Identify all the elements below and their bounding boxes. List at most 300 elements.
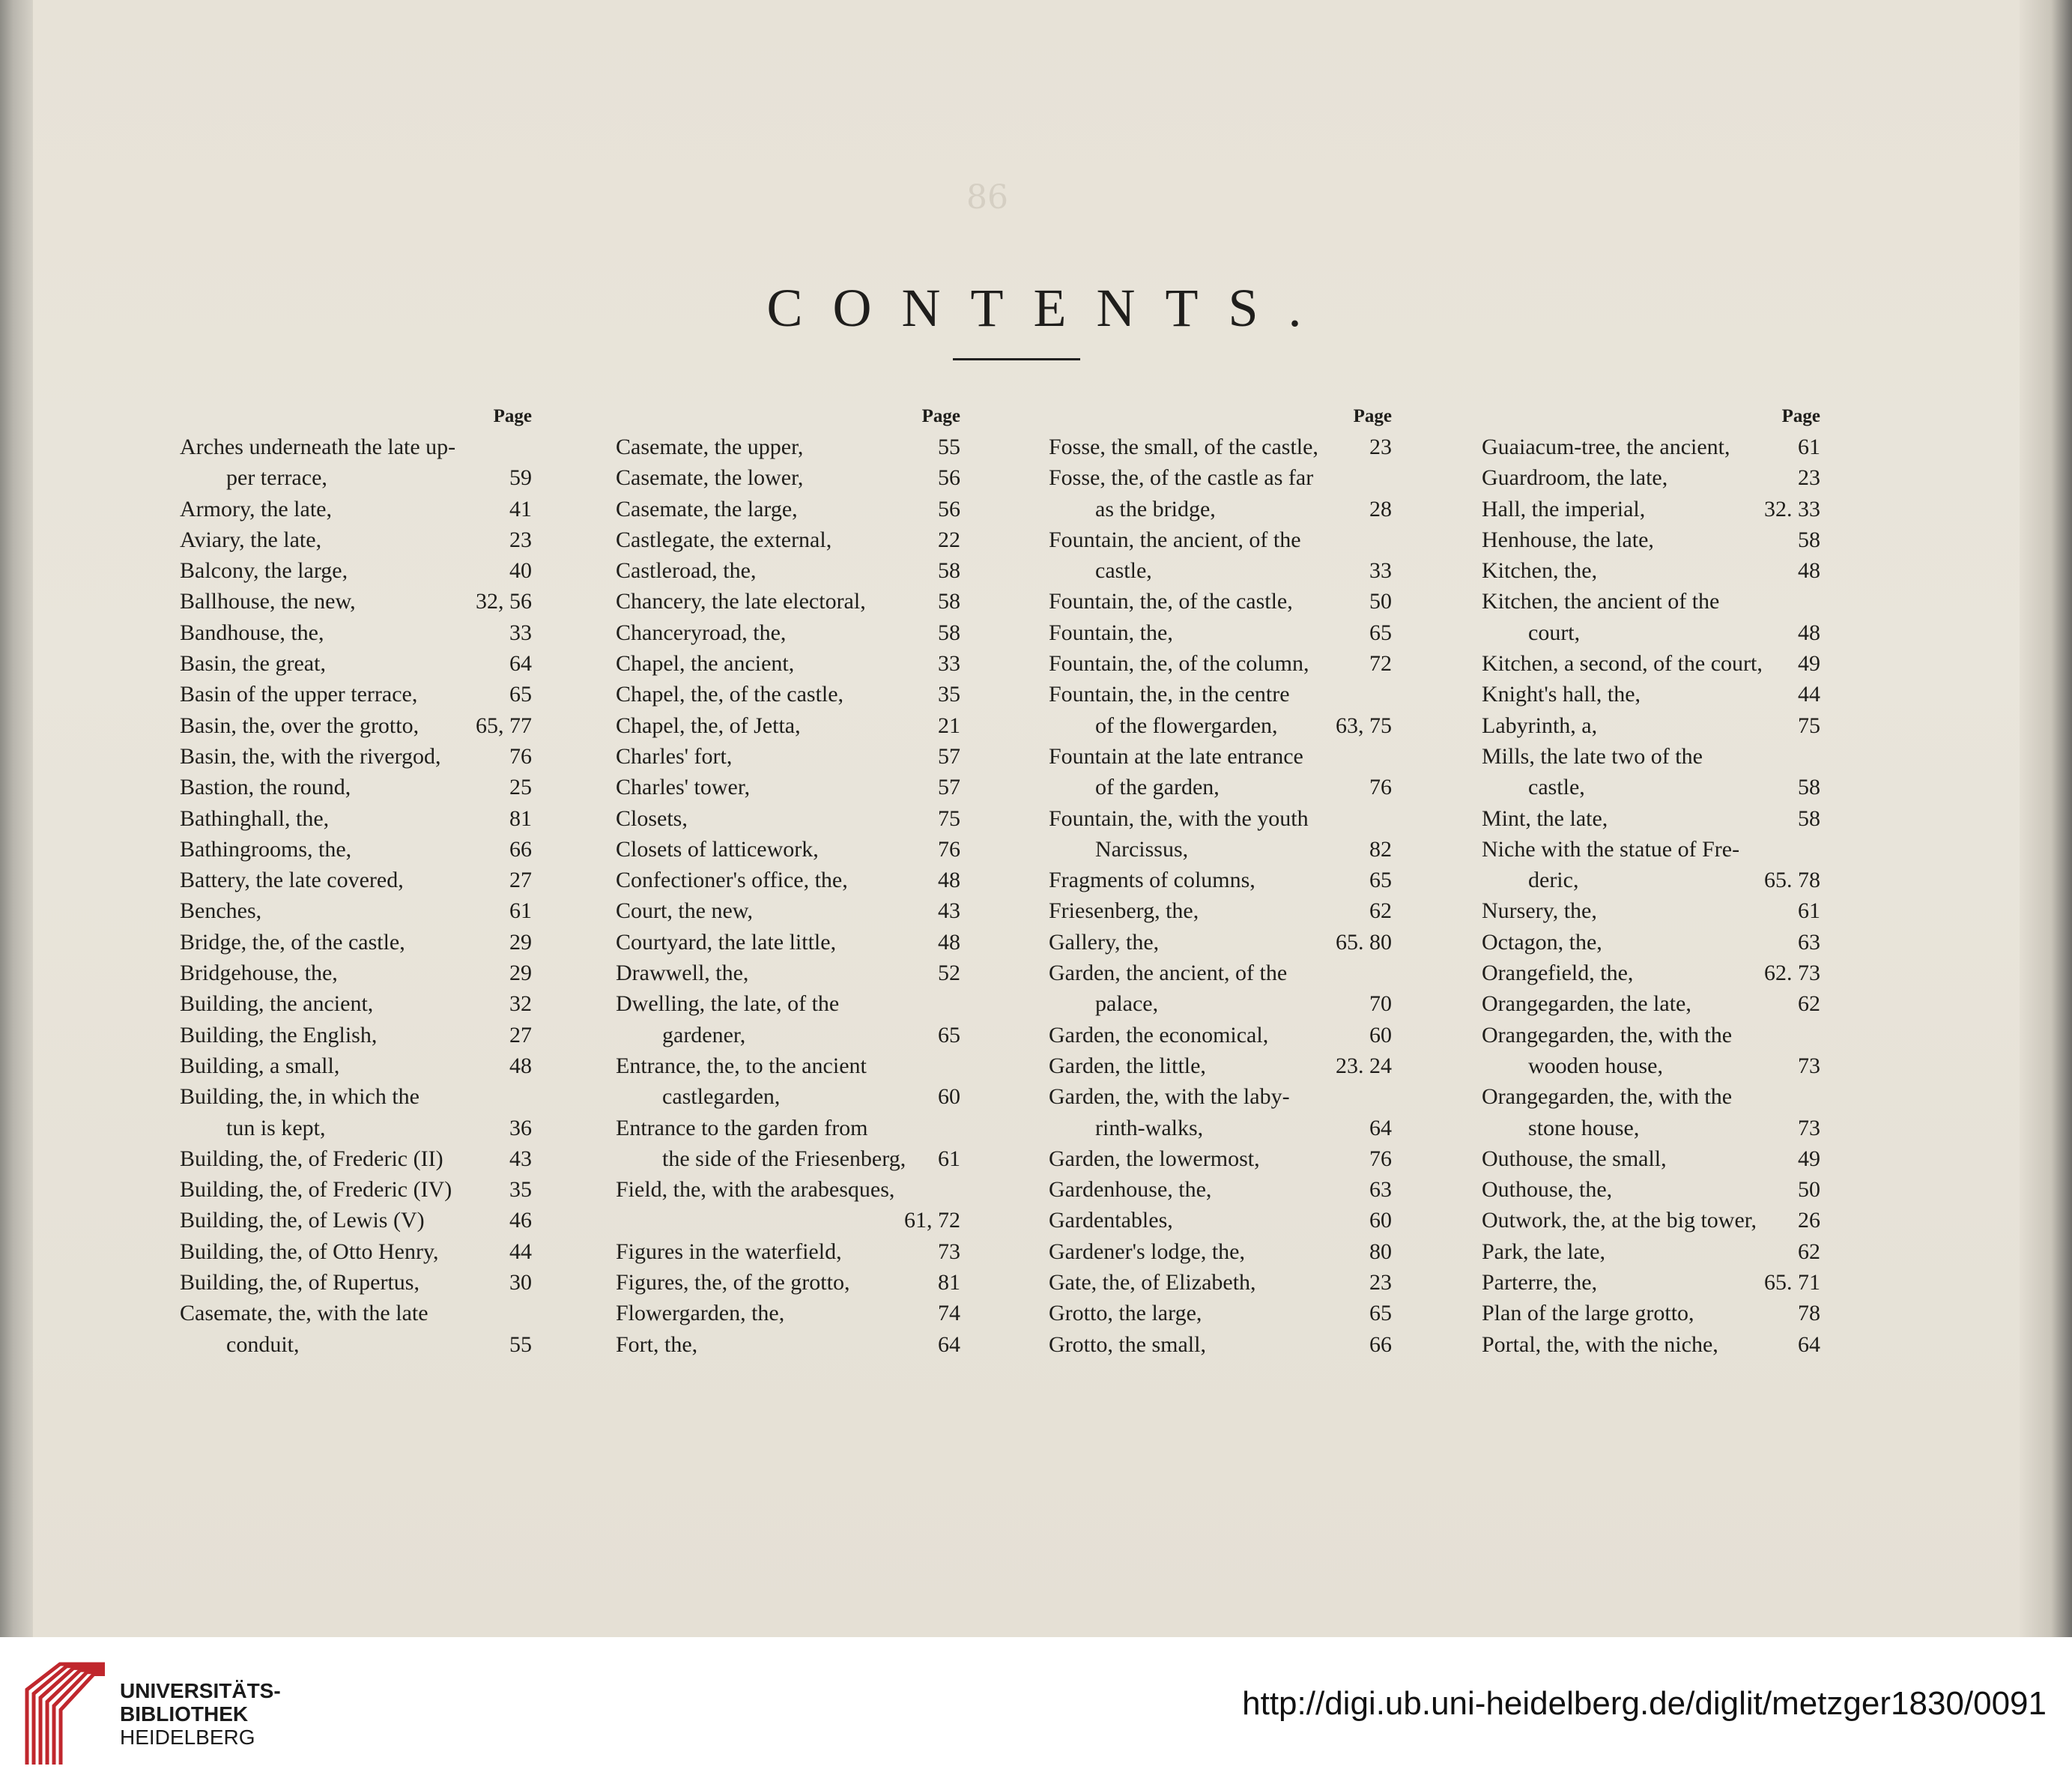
- index-entry: [180, 834, 532, 865]
- index-entry: [616, 927, 960, 958]
- entry-text: conduit,: [226, 1331, 300, 1357]
- index-entry: [616, 1298, 960, 1328]
- entry-text: Kitchen, a second, of the court,: [1482, 651, 1763, 677]
- index-entry: [180, 1020, 532, 1050]
- entry-page-number: 65, 77: [476, 713, 532, 738]
- entry-text: Building, the, of Lewis (V): [180, 1208, 425, 1233]
- logo-stroke: [40, 1668, 105, 1765]
- index-entry: [1482, 648, 1820, 679]
- index-entry: [180, 555, 532, 586]
- index-entry: [1049, 432, 1392, 462]
- index-entry: [1482, 988, 1820, 1019]
- entry-page-number: 48: [1798, 620, 1820, 645]
- entry-page-number: 64: [1798, 1331, 1820, 1357]
- index-column-4: [1482, 402, 1820, 1360]
- index-entry: [1482, 1329, 1820, 1360]
- index-entry: [1049, 834, 1392, 865]
- index-entry: [180, 432, 532, 462]
- index-entry: [180, 895, 532, 926]
- entry-text: Chapel, the, of the castle,: [616, 682, 844, 707]
- entry-text: Bastion, the round,: [180, 775, 351, 800]
- index-entry: [616, 958, 960, 988]
- index-column-3: [1049, 402, 1392, 1360]
- entry-page-number: 62: [1798, 1239, 1820, 1264]
- entry-page-number: 58: [1798, 775, 1820, 800]
- entry-page-number: 63, 75: [1336, 713, 1392, 738]
- entry-text: Labyrinth, a,: [1482, 713, 1598, 738]
- index-entry: [1049, 679, 1392, 710]
- entry-text: Garden, the economical,: [1049, 1022, 1269, 1047]
- entry-text: Mills, the late two of the: [1482, 743, 1703, 769]
- index-entry: [180, 648, 532, 679]
- index-entry: [1049, 895, 1392, 926]
- entry-page-number: 57: [938, 743, 960, 769]
- entry-page-number: 64: [509, 651, 532, 677]
- entry-page-number: 56: [938, 496, 960, 521]
- entry-text: Battery, the late covered,: [180, 868, 404, 893]
- page-edge-shadow: [2020, 0, 2072, 1637]
- entry-text: Dwelling, the late, of the: [616, 991, 840, 1017]
- entry-text: Basin, the, with the rivergod,: [180, 743, 441, 769]
- entry-text: of the garden,: [1095, 775, 1220, 800]
- entry-text: Confectioner's office, the,: [616, 868, 848, 893]
- index-entry: [616, 1267, 960, 1298]
- entry-text: Fragments of columns,: [1049, 868, 1255, 893]
- entry-text: Casemate, the, with the late: [180, 1301, 428, 1326]
- entry-text: Bandhouse, the,: [180, 620, 324, 645]
- entry-page-number: 73: [1798, 1115, 1820, 1140]
- entry-text: stone house,: [1528, 1115, 1640, 1140]
- entry-text: Casemate, the large,: [616, 496, 798, 521]
- page-column-heading: Page: [921, 406, 960, 426]
- entry-page-number: 46: [509, 1208, 532, 1233]
- library-footer: [0, 1637, 2072, 1790]
- entry-page-number: 23: [1369, 1270, 1392, 1295]
- entry-text: Building, the, of Rupertus,: [180, 1270, 419, 1295]
- index-entry: [1482, 1113, 1820, 1143]
- index-entry: [1482, 1298, 1820, 1328]
- entry-text: Mint, the late,: [1482, 805, 1608, 831]
- index-entry: [1049, 494, 1392, 524]
- library-name: [120, 1679, 281, 1749]
- entry-text: Basin, the, over the grotto,: [180, 713, 419, 738]
- index-entry: [180, 524, 532, 555]
- entry-page-number: 36: [509, 1115, 532, 1140]
- index-entry: [1049, 927, 1392, 958]
- entry-page-number: 33: [938, 651, 960, 677]
- index-entry: [616, 1329, 960, 1360]
- entry-text: Field, the, with the arabesques,: [616, 1177, 895, 1203]
- entry-text: Orangegarden, the late,: [1482, 991, 1691, 1017]
- entry-page-number: 61: [1798, 435, 1820, 459]
- entry-text: Chapel, the, of Jetta,: [616, 713, 801, 738]
- index-entry: [616, 1113, 960, 1143]
- entry-page-number: 65: [1369, 1301, 1392, 1326]
- entry-text: Drawwell, the,: [616, 961, 749, 986]
- entry-text: the side of the Friesenberg,: [662, 1146, 906, 1171]
- entry-text: Figures in the waterfield,: [616, 1239, 842, 1264]
- entry-page-number: 81: [938, 1270, 960, 1295]
- index-column-1: [180, 402, 532, 1360]
- entry-text: Benches,: [180, 898, 262, 924]
- entry-text: Niche with the statue of Fre-: [1482, 836, 1740, 862]
- entry-page-number: 58: [938, 620, 960, 645]
- index-entry: [180, 927, 532, 958]
- entry-page-number: 33: [1369, 558, 1392, 584]
- entry-page-number: 65. 80: [1336, 929, 1392, 955]
- index-entry: [1482, 895, 1820, 926]
- entry-page-number: 60: [1369, 1208, 1392, 1233]
- entry-text: of the flowergarden,: [1095, 713, 1278, 738]
- index-entry: [1049, 1050, 1392, 1081]
- entry-page-number: 58: [1798, 527, 1820, 552]
- entry-page-number: 27: [509, 1022, 532, 1047]
- entry-page-number: 40: [509, 558, 532, 584]
- title-rule: [953, 358, 1080, 360]
- entry-text: Fountain at the late entrance: [1049, 743, 1303, 769]
- book-gutter-shadow: [0, 0, 33, 1637]
- index-entry: [180, 462, 532, 493]
- page-column-heading: Page: [1353, 406, 1392, 426]
- entry-page-number: 55: [509, 1331, 532, 1357]
- entry-text: Kitchen, the ancient of the: [1482, 589, 1720, 614]
- entry-text: Garden, the, with the laby-: [1049, 1084, 1290, 1110]
- page-title: CONTENTS.: [766, 278, 1332, 338]
- index-entry: [180, 1143, 532, 1174]
- entry-text: castle,: [1095, 558, 1152, 584]
- entry-text: Fountain, the,: [1049, 620, 1173, 645]
- index-entry: [1482, 710, 1820, 741]
- entry-text: court,: [1528, 620, 1581, 645]
- entry-text: Entrance to the garden from: [616, 1115, 868, 1140]
- entry-text: Closets of latticework,: [616, 836, 819, 862]
- entry-text: Gardenhouse, the,: [1049, 1177, 1212, 1203]
- entry-page-number: 62: [1798, 991, 1820, 1017]
- entry-text: Hall, the imperial,: [1482, 496, 1646, 521]
- entry-page-number: 58: [938, 589, 960, 614]
- index-entry: [1482, 865, 1820, 895]
- entry-page-number: 30: [509, 1270, 532, 1295]
- entry-text: Guardroom, the late,: [1482, 465, 1668, 491]
- entry-text: Plan of the large grotto,: [1482, 1301, 1694, 1326]
- entry-text: Basin, the great,: [180, 651, 326, 677]
- index-entry: [1482, 524, 1820, 555]
- entry-page-number: 72: [1369, 651, 1392, 677]
- entry-page-number: 32, 56: [476, 589, 532, 614]
- entry-page-number: 63: [1798, 929, 1820, 955]
- entry-text: Bridgehouse, the,: [180, 961, 338, 986]
- entry-text: castle,: [1528, 775, 1585, 800]
- index-entry: [616, 462, 960, 493]
- index-entry: [1482, 462, 1820, 493]
- index-entry: [1482, 494, 1820, 524]
- index-entry: [1482, 958, 1820, 988]
- entry-page-number: 70: [1369, 991, 1392, 1017]
- index-entry: [1049, 988, 1392, 1019]
- index-entry: [616, 865, 960, 895]
- library-name-line-3: HEIDELBERG: [120, 1726, 255, 1749]
- entry-page-number: 75: [938, 805, 960, 831]
- entry-page-number: 35: [938, 682, 960, 707]
- entry-text: Park, the late,: [1482, 1239, 1605, 1264]
- index-entry: [616, 1081, 960, 1112]
- entry-text: Closets,: [616, 805, 688, 831]
- index-entry: [180, 1050, 532, 1081]
- index-entry: [616, 741, 960, 772]
- entry-page-number: 32. 33: [1764, 496, 1820, 521]
- entry-page-number: 62. 73: [1764, 961, 1820, 986]
- index-entry: [1482, 927, 1820, 958]
- index-entry: [1049, 586, 1392, 617]
- entry-page-number: 61, 72: [904, 1208, 960, 1233]
- entry-text: Building, a small,: [180, 1053, 340, 1078]
- entry-text: Friesenberg, the,: [1049, 898, 1199, 924]
- entry-page-number: 33: [509, 620, 532, 645]
- entry-text: as the bridge,: [1095, 496, 1216, 521]
- index-entry: [180, 617, 532, 648]
- index-entry: [1049, 865, 1392, 895]
- entry-text: Charles' tower,: [616, 775, 751, 800]
- source-url-link[interactable]: http://digi.ub.uni-heidelberg.de/diglit/metzger1830/0091: [1242, 1685, 2047, 1722]
- entry-text: Casemate, the lower,: [616, 465, 804, 491]
- entry-page-number: 60: [938, 1084, 960, 1110]
- entry-page-number: 48: [938, 929, 960, 955]
- index-entry: [1482, 1174, 1820, 1205]
- entry-page-number: 22: [938, 527, 960, 552]
- index-entry: [1482, 679, 1820, 710]
- entry-text: Chancery, the late electoral,: [616, 589, 866, 614]
- index-entry: [1049, 1081, 1392, 1112]
- entry-page-number: 25: [509, 775, 532, 800]
- index-entry: [180, 865, 532, 895]
- index-entry: [616, 617, 960, 648]
- entry-page-number: 23: [509, 527, 532, 552]
- index-entry: [1482, 1205, 1820, 1236]
- entry-page-number: 81: [509, 805, 532, 831]
- entry-text: deric,: [1528, 868, 1579, 893]
- entry-text: Gardener's lodge, the,: [1049, 1239, 1245, 1264]
- entry-text: Fountain, the, with the youth: [1049, 805, 1309, 831]
- index-entry: [616, 710, 960, 741]
- entry-text: Gardentables,: [1049, 1208, 1173, 1233]
- entry-page-number: 61: [938, 1146, 960, 1171]
- entry-page-number: 29: [509, 929, 532, 955]
- library-name-line-2: BIBLIOTHEK: [120, 1702, 249, 1726]
- index-entry: [616, 679, 960, 710]
- entry-page-number: 62: [1369, 898, 1392, 924]
- entry-text: Figures, the, of the grotto,: [616, 1270, 850, 1295]
- entry-text: Fountain, the ancient, of the: [1049, 527, 1301, 552]
- entry-page-number: 64: [938, 1331, 960, 1357]
- entry-page-number: 65: [938, 1022, 960, 1047]
- entry-page-number: 26: [1798, 1208, 1820, 1233]
- entry-page-number: 76: [938, 836, 960, 862]
- entry-text: castlegarden,: [662, 1084, 781, 1110]
- index-entry: [180, 1174, 532, 1205]
- index-entry: [1049, 648, 1392, 679]
- index-entry: [1049, 462, 1392, 493]
- entry-text: Outwork, the, at the big tower,: [1482, 1208, 1757, 1233]
- entry-text: Aviary, the late,: [180, 527, 322, 552]
- index-entry: [1482, 1081, 1820, 1112]
- entry-text: gardener,: [662, 1022, 746, 1047]
- entry-text: Balcony, the large,: [180, 558, 348, 584]
- entry-page-number: 58: [938, 558, 960, 584]
- index-entry: [616, 432, 960, 462]
- entry-page-number: 78: [1798, 1301, 1820, 1326]
- entry-text: Castleroad, the,: [616, 558, 757, 584]
- index-entry: [180, 494, 532, 524]
- index-entry: [180, 803, 532, 834]
- index-entry: [1482, 1050, 1820, 1081]
- index-entry: [180, 958, 532, 988]
- entry-page-number: 52: [938, 961, 960, 986]
- entry-page-number: 27: [509, 868, 532, 893]
- library-logo-icon[interactable]: [22, 1660, 111, 1771]
- index-entry: [1482, 555, 1820, 586]
- entry-page-number: 48: [938, 868, 960, 893]
- index-entry: [1049, 1174, 1392, 1205]
- index-entry: [180, 1113, 532, 1143]
- index-entry: [1049, 1143, 1392, 1174]
- page-column-heading: Page: [1781, 406, 1820, 426]
- index-entry: [616, 772, 960, 802]
- entry-text: Bathingrooms, the,: [180, 836, 352, 862]
- entry-text: Entrance, the, to the ancient: [616, 1053, 867, 1078]
- entry-text: Outhouse, the small,: [1482, 1146, 1667, 1171]
- index-entry: [616, 834, 960, 865]
- entry-text: Parterre, the,: [1482, 1270, 1598, 1295]
- index-entry: [1482, 432, 1820, 462]
- entry-text: Outhouse, the,: [1482, 1177, 1613, 1203]
- index-entry: [616, 988, 960, 1019]
- index-entry: [1482, 741, 1820, 772]
- index-entry: [616, 1236, 960, 1267]
- entry-text: Orangefield, the,: [1482, 961, 1634, 986]
- entry-page-number: 41: [509, 496, 532, 521]
- index-entry: [180, 710, 532, 741]
- entry-page-number: 59: [509, 465, 532, 491]
- index-entry: [1049, 524, 1392, 555]
- entry-page-number: 21: [938, 713, 960, 738]
- index-entry: [180, 741, 532, 772]
- entry-page-number: 66: [1369, 1331, 1392, 1357]
- entry-page-number: 44: [1798, 682, 1820, 707]
- entry-text: Flowergarden, the,: [616, 1301, 785, 1326]
- index-entry: [180, 988, 532, 1019]
- entry-text: Knight's hall, the,: [1482, 682, 1641, 707]
- index-entry: [1049, 555, 1392, 586]
- entry-page-number: 65: [509, 682, 532, 707]
- entry-text: Building, the, of Frederic (II): [180, 1146, 443, 1171]
- entry-text: Building, the, of Frederic (IV): [180, 1177, 452, 1203]
- entry-page-number: 32: [509, 991, 532, 1017]
- entry-text: Octagon, the,: [1482, 929, 1602, 955]
- index-entry: [180, 1081, 532, 1112]
- entry-page-number: 66: [509, 836, 532, 862]
- entry-text: Guaiacum-tree, the ancient,: [1482, 435, 1730, 459]
- entry-page-number: 48: [1798, 558, 1820, 584]
- entry-text: Orangegarden, the, with the: [1482, 1022, 1733, 1047]
- index-entry: [616, 524, 960, 555]
- entry-text: Castlegate, the external,: [616, 527, 832, 552]
- index-entry: [1049, 1113, 1392, 1143]
- index-entry: [1049, 803, 1392, 834]
- entry-page-number: 61: [1798, 898, 1820, 924]
- entry-page-number: 50: [1369, 589, 1392, 614]
- index-entry: [180, 1236, 532, 1267]
- index-entry: [1049, 741, 1392, 772]
- entry-text: Basin of the upper terrace,: [180, 682, 418, 707]
- entry-text: Orangegarden, the, with the: [1482, 1084, 1733, 1110]
- ghost-page-number: 86: [966, 178, 1008, 217]
- entry-page-number: 76: [1369, 1146, 1392, 1171]
- entry-text: Building, the ancient,: [180, 991, 374, 1017]
- entry-text: Garden, the little,: [1049, 1053, 1206, 1078]
- entry-page-number: 35: [509, 1177, 532, 1203]
- index-entry: [1482, 1143, 1820, 1174]
- entry-text: Building, the, of Otto Henry,: [180, 1239, 439, 1264]
- entry-page-number: 48: [509, 1053, 532, 1078]
- index-entry: [1049, 1020, 1392, 1050]
- index-entry: [1482, 834, 1820, 865]
- entry-text: Gallery, the,: [1049, 929, 1160, 955]
- entry-text: Bathinghall, the,: [180, 805, 330, 831]
- index-entry: [1049, 617, 1392, 648]
- entry-text: Fountain, the, of the column,: [1049, 651, 1309, 677]
- index-entry: [180, 1298, 532, 1328]
- index-entry: [616, 1143, 960, 1174]
- entry-page-number: 23. 24: [1336, 1053, 1392, 1078]
- index-entry: [180, 1205, 532, 1236]
- index-entry: [1049, 1329, 1392, 1360]
- entry-text: Nursery, the,: [1482, 898, 1597, 924]
- entry-text: per terrace,: [226, 465, 327, 491]
- index-entry: [1482, 803, 1820, 834]
- entry-page-number: 44: [509, 1239, 532, 1264]
- index-entry: [616, 494, 960, 524]
- index-entry: [180, 1329, 532, 1360]
- index-entry: [616, 586, 960, 617]
- index-entry: [1482, 1267, 1820, 1298]
- entry-text: Portal, the, with the niche,: [1482, 1331, 1718, 1357]
- index-entry: [180, 679, 532, 710]
- index-entry: [616, 1174, 960, 1205]
- entry-text: palace,: [1095, 991, 1159, 1017]
- entry-text: Bridge, the, of the castle,: [180, 929, 405, 955]
- entry-page-number: 28: [1369, 496, 1392, 521]
- entry-text: Casemate, the upper,: [616, 435, 804, 459]
- entry-page-number: 74: [938, 1301, 960, 1326]
- page-column-heading: Page: [493, 406, 532, 426]
- entry-text: tun is kept,: [226, 1115, 326, 1140]
- index-entry: [616, 1050, 960, 1081]
- entry-page-number: 60: [1369, 1022, 1392, 1047]
- index-entry: [1049, 710, 1392, 741]
- index-entry: [616, 1205, 960, 1236]
- entry-text: Garden, the lowermost,: [1049, 1146, 1260, 1171]
- index-entry: [180, 772, 532, 802]
- entry-page-number: 55: [938, 435, 960, 459]
- entry-text: Building, the, in which the: [180, 1084, 419, 1110]
- entry-page-number: 58: [1798, 805, 1820, 831]
- entry-text: Fort, the,: [616, 1331, 698, 1357]
- entry-page-number: 65: [1369, 620, 1392, 645]
- entry-text: Chapel, the ancient,: [616, 651, 795, 677]
- index-entry: [1049, 772, 1392, 802]
- index-entry: [1482, 1236, 1820, 1267]
- entry-text: Court, the new,: [616, 898, 754, 924]
